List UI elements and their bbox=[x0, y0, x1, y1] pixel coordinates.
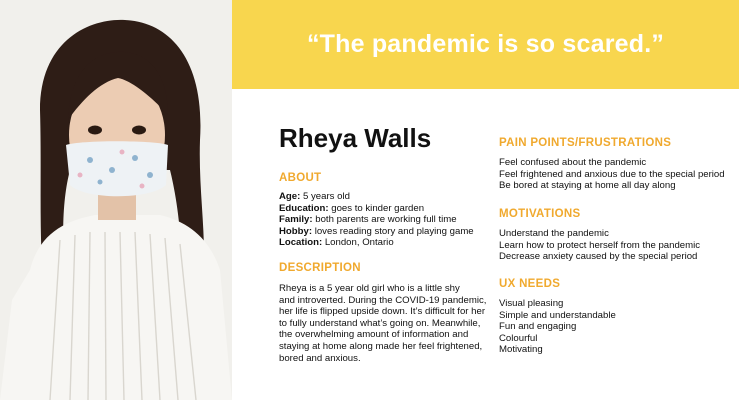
motivation-item: Decrease anxiety caused by the special period bbox=[499, 251, 698, 263]
ux-need-item: Motivating bbox=[499, 344, 543, 356]
about-list bbox=[279, 191, 474, 249]
about-label: Location: bbox=[279, 237, 323, 249]
pain-point-item: Feel frightened and anxious due to the special period bbox=[499, 168, 725, 180]
description-title: DESCRIPTION bbox=[279, 262, 361, 274]
description-line: and introverted. During the COVID-19 pandemic, bbox=[279, 294, 487, 306]
persona-photo bbox=[0, 0, 232, 400]
about-value: 5 years old bbox=[303, 191, 350, 202]
ux-need-item: Visual pleasing bbox=[499, 298, 564, 309]
about-row-age bbox=[279, 191, 474, 203]
about-title: ABOUT bbox=[279, 172, 322, 184]
persona-photo-illustration bbox=[0, 0, 232, 400]
ux-need-item: Fun and engaging bbox=[499, 321, 577, 333]
motivation-item: Understand the pandemic bbox=[499, 228, 609, 239]
description-line: bored and anxious. bbox=[279, 352, 361, 364]
persona-quote: “The pandemic is so scared.” bbox=[306, 30, 665, 58]
pain-point-item: Be bored at staying at home all day along bbox=[499, 180, 676, 192]
persona-name: Rheya Walls bbox=[279, 123, 432, 153]
description-line: staying at home along made her feel frightened, bbox=[279, 340, 483, 352]
motivations-title: MOTIVATIONS bbox=[499, 208, 581, 220]
pain-points-list bbox=[499, 157, 725, 192]
about-value: London, Ontario bbox=[324, 237, 394, 249]
quote-banner bbox=[232, 0, 739, 89]
motivation-item: Learn how to protect herself from the pandemic bbox=[499, 239, 701, 251]
description-line: to fully understand what’s going on. Meanwhile, bbox=[279, 317, 481, 329]
about-value: both parents are working full time bbox=[315, 214, 457, 226]
about-label: Hobby: bbox=[279, 225, 313, 237]
description-line: her life is flipped upside down. It’s difficult for her bbox=[279, 306, 486, 318]
ux-needs-list bbox=[499, 298, 616, 356]
about-row-education bbox=[279, 203, 474, 215]
pain-points-title: PAIN POINTS/FRUSTRATIONS bbox=[499, 137, 672, 149]
about-value: loves reading story and playing game bbox=[314, 225, 474, 237]
about-label: Family: bbox=[279, 214, 313, 226]
ux-needs-title: UX NEEDS bbox=[499, 278, 561, 290]
description-line: Rheya is a 5 year old girl who is a little shy bbox=[279, 283, 460, 294]
about-label: Education: bbox=[279, 202, 329, 214]
about-row-family bbox=[279, 214, 474, 226]
about-value: goes to kinder garden bbox=[331, 202, 425, 214]
motivations-list bbox=[499, 228, 700, 263]
about-row-location bbox=[279, 237, 474, 249]
ux-need-item: Colourful bbox=[499, 332, 538, 344]
ux-need-item: Simple and understandable bbox=[499, 309, 616, 321]
about-row-hobby bbox=[279, 226, 474, 238]
pain-point-item: Feel confused about the pandemic bbox=[499, 157, 647, 168]
description-line: the overwhelming amount of information and bbox=[279, 329, 469, 341]
description-text bbox=[279, 283, 486, 364]
about-label: Age: bbox=[279, 191, 301, 202]
